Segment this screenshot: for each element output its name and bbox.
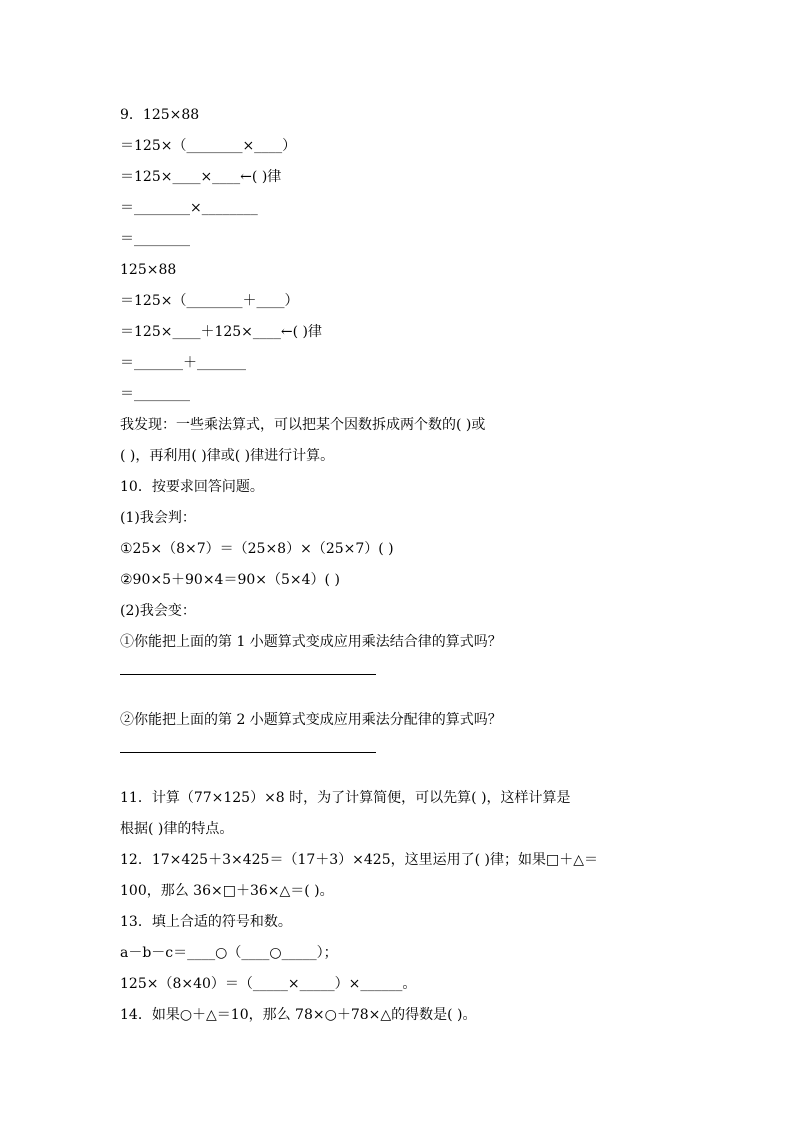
q10-change-1: ①你能把上面的第 1 小题算式变成应用乘法结合律的算式吗？: [120, 634, 502, 650]
answer-line-2[interactable]: [120, 752, 376, 753]
q9-line-6: 125×88: [120, 262, 177, 278]
q11-line-2: 根据( )律的特点。: [120, 821, 234, 837]
q14-line-1: 14．如果○＋△＝10，那么 78×○＋78×△的得数是( )。: [120, 1007, 477, 1023]
q9-line-8: ＝125×____＋125×____←( )律: [120, 324, 323, 340]
q9-line-7: ＝125×（________＋____）: [120, 293, 299, 309]
q13-line-1: a－b－c＝____○（____○_____）；: [120, 945, 338, 961]
q10-part-1: (1)我会判：: [120, 510, 196, 526]
worksheet: [120, 100, 680, 1031]
q12-line-1: 12．17×425＋3×425＝（17＋3）×425，这里运用了( )律；如果□＋△＝: [120, 852, 598, 868]
answer-line-2-row: [120, 752, 680, 783]
q9-discovery-line-2: ( )，再利用( )律或( )律进行计算。: [120, 448, 335, 464]
q9-line-1: 9．125×88: [120, 107, 200, 123]
q10-judge-1: ①25×（8×7）＝（25×8）×（25×7）( ): [120, 541, 394, 557]
q9-line-5: ＝________: [120, 231, 190, 247]
q9-line-4: ＝________×________: [120, 200, 258, 216]
q9-line-2: ＝125×（________×____）: [120, 138, 297, 154]
q9-line-9: ＝_______＋_______: [120, 355, 246, 371]
q9-line-10: ＝________: [120, 386, 190, 402]
answer-line-1-row: [120, 674, 680, 705]
q13-line-2: 125×（8×40）＝（_____×_____）×______。: [120, 976, 417, 992]
q9-discovery-line-1: 我发现：一些乘法算式，可以把某个因数拆成两个数的( )或: [120, 417, 486, 433]
q11-line-1: 11．计算（77×125）×8 时，为了计算简便，可以先算( )，这样计算是: [120, 790, 571, 806]
answer-line-1[interactable]: [120, 674, 376, 675]
q10-judge-2: ②90×5＋90×4＝90×（5×4）( ): [120, 572, 340, 588]
q10-part-2: (2)我会变：: [120, 603, 196, 619]
q10-change-2: ②你能把上面的第 2 小题算式变成应用乘法分配律的算式吗？: [120, 712, 502, 728]
q13-title: 13．填上合适的符号和数。: [120, 914, 292, 930]
q12-line-2: 100，那么 36×□＋36×△＝( )。: [120, 883, 334, 899]
q10-title: 10．按要求回答问题。: [120, 479, 264, 495]
q9-line-3: ＝125×____×____←( )律: [120, 169, 282, 185]
